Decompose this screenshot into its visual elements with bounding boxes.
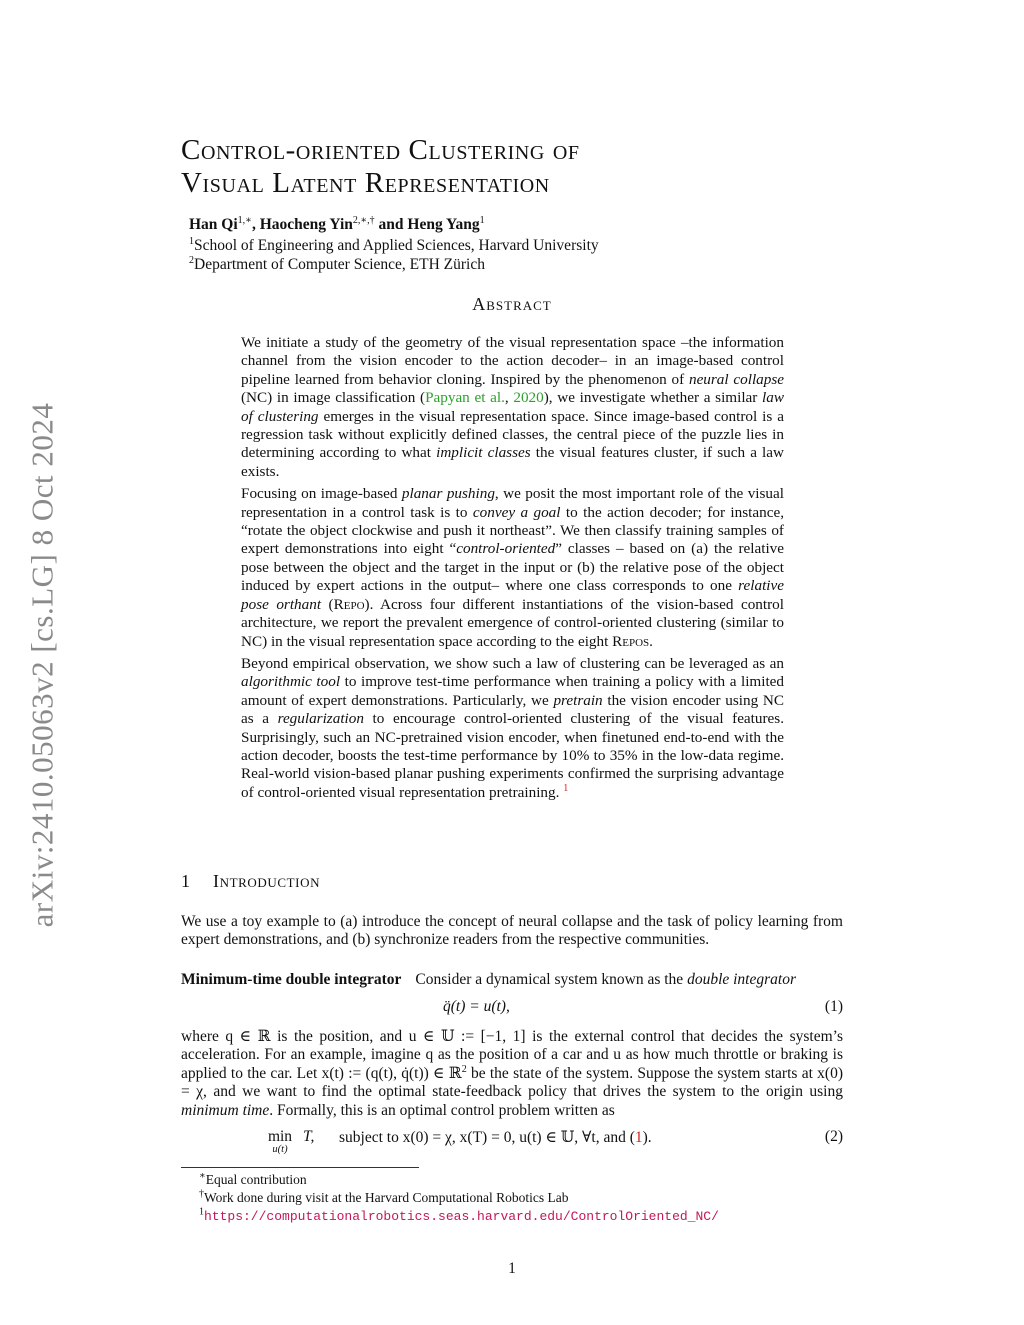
emphasis: convey a goal xyxy=(472,503,561,521)
abstract-paragraph-3 xyxy=(241,655,784,802)
affiliation-2 xyxy=(189,256,485,274)
arxiv-identifier: arXiv:2410.05063v2 [cs.LG] 8 Oct 2024 xyxy=(24,402,59,928)
small-caps-term: Repo xyxy=(333,595,365,613)
min-operator xyxy=(263,1128,297,1155)
affiliation-1 xyxy=(189,237,599,255)
constraint-text: subject to x(0) = χ, x(T) = 0, u(t) ∈ 𝕌, ∀t, and ( xyxy=(339,1129,635,1146)
operator-text: min xyxy=(267,1128,293,1145)
text: be the state of the system. Suppose the system starts at x(0) = χ, and we want to find the optimal state-feedback policy that drives the system to the origin using xyxy=(181,1064,843,1101)
equation-ref-link[interactable]: 1 xyxy=(634,1129,643,1146)
paper-title xyxy=(181,134,861,200)
text: , we posit the most important role of the visual representation in a control task is to xyxy=(241,485,784,521)
footnote-text: Work done during visit at the Harvard Computational Robotics Lab xyxy=(204,1190,569,1205)
abstract-heading: Abstract xyxy=(472,294,552,314)
small-caps-term: Repos xyxy=(612,632,650,650)
text: Consider a dynamical system known as the xyxy=(415,971,688,988)
affiliation-text: Department of Computer Science, ETH Zürich xyxy=(194,256,485,273)
footnote-text: Equal contribution xyxy=(205,1172,307,1187)
title-line-2: Visual Latent Representation xyxy=(181,167,550,199)
text: ( xyxy=(321,595,334,613)
author-separator: and xyxy=(378,216,404,233)
text: . xyxy=(649,632,653,650)
affiliation-mark: 1 xyxy=(189,235,194,247)
affiliation-text: School of Engineering and Applied Sciences, Harvard University xyxy=(194,237,599,254)
author-mark: 2,∗,† xyxy=(352,214,375,226)
abstract-body xyxy=(241,334,784,802)
emphasis: pretrain xyxy=(553,691,603,709)
emphasis: relative pose orthant xyxy=(241,577,784,613)
operator-subscript: u(t) xyxy=(272,1144,288,1155)
equation-number: (1) xyxy=(824,998,843,1015)
emphasis: minimum time xyxy=(181,1101,270,1119)
equation-2 xyxy=(181,1128,843,1162)
constraint-text: ). xyxy=(642,1129,652,1146)
emphasis: planar pushing xyxy=(401,485,495,503)
author-name: Haocheng Yin xyxy=(259,216,353,233)
footnote-mark: † xyxy=(199,1188,204,1200)
text: to improve test-time performance when training a policy with a limited amount of expert demonstrations. Particularly, we xyxy=(241,673,785,709)
emphasis: neural collapse xyxy=(688,370,785,388)
objective: T, xyxy=(303,1128,315,1145)
text: the visual features cluster, if such a law exists. xyxy=(241,444,784,480)
footnote-ref-link[interactable]: 1 xyxy=(563,782,569,794)
text: where q ∈ ℝ is the position, and u ∈ 𝕌 := [−1, 1] is the external control that decides the system’s acceleration. For an example, imagine q as the position of a car and u as how much throttle or braking is applied to the car. Let x(t) := (q(t), q̇(t)) ∈ ℝ xyxy=(181,1028,843,1082)
emphasis: regularization xyxy=(277,710,364,728)
section-title: Introduction xyxy=(213,871,321,891)
author-name: Heng Yang xyxy=(407,216,480,233)
constraints xyxy=(339,1128,652,1147)
footnote-3 xyxy=(199,1208,719,1224)
superscript: 2 xyxy=(461,1063,467,1075)
author-separator: , xyxy=(251,216,256,233)
text: We initiate a study of the geometry of the visual representation space –the information channel from the vision encoder to the action decoder– in an image-based control pipeline learned from behavior cloning. Inspired by the phenomenon of xyxy=(241,334,784,388)
abstract-paragraph-1 xyxy=(241,334,784,481)
emphasis: algorithmic tool xyxy=(241,673,341,691)
footnote-mark: ∗ xyxy=(199,1170,206,1182)
footnote-2 xyxy=(199,1190,568,1206)
footnote-mark: 1 xyxy=(199,1206,204,1218)
intro-paragraph-1: We use a toy example to (a) introduce the concept of neural collapse and the task of policy learning from expert demonstrations, and (b) synchronize readers from the respective communities. xyxy=(181,913,843,949)
author-list xyxy=(189,216,485,234)
intro-paragraph-2 xyxy=(181,971,843,989)
page-number: 1 xyxy=(508,1260,516,1277)
arxiv-identifier-sidebar xyxy=(20,365,64,965)
paragraph-heading: Minimum-time double integrator xyxy=(181,971,402,988)
text: . Formally, this is an optimal control problem written as xyxy=(269,1101,615,1119)
author-name: Han Qi xyxy=(189,216,238,233)
text: (NC) in image classification ( xyxy=(241,389,426,407)
author-mark: 1,∗ xyxy=(237,214,252,226)
text: emerges in the visual representation space. Since image-based control is a regression task without explicitly defined classes, the central piece of the puzzle lies in determining according to what xyxy=(241,407,784,462)
section-heading xyxy=(181,871,320,892)
equation-1 xyxy=(181,998,843,1018)
equation-number: (2) xyxy=(824,1128,843,1145)
section-number: 1 xyxy=(181,871,191,891)
text: ). Across four different instantiations of the vision-based control architecture, we report the prevalent emergence of control-oriented clustering (similar to NC) in the visual representation space according to the eight xyxy=(241,595,784,650)
footnote-1 xyxy=(199,1172,307,1188)
title-line-1: Control-oriented Clustering of xyxy=(181,134,580,166)
footnote-divider xyxy=(181,1167,419,1168)
intro-paragraph-3 xyxy=(181,1028,843,1120)
text: ” classes – based on (a) the relative pose between the object and the target in the input or (b) the relative pose of the object induced by expert actions in the output– where one class corresponds to one xyxy=(241,540,784,595)
emphasis: law of clustering xyxy=(241,389,784,425)
text: Beyond empirical observation, we show such a law of clustering can be leveraged as an xyxy=(241,654,784,672)
citation-author-link[interactable]: Papyan et al. xyxy=(425,389,505,407)
abstract-paragraph-2 xyxy=(241,485,784,651)
text: to the action decoder; for instance, “rotate the object clockwise and push it northeast”. We then classify training samples of expert demonstrations into eight “ xyxy=(241,503,784,558)
affiliation-mark: 2 xyxy=(189,254,194,266)
text: to encourage control-oriented clustering of the visual features. Surprisingly, such an NC-pretrained vision encoder, when finetuned end-to-end with the action decoder, boosts the test-time performance by 10% to 35% in the low-data regime. Real-world vision-based planar pushing experiments confirmed the surprising advantage of control-oriented visual representation pretraining. xyxy=(241,710,784,801)
text: ), we investigate whether a similar xyxy=(543,389,763,407)
emphasis: control-oriented xyxy=(456,540,556,558)
text: Focusing on image-based xyxy=(241,485,402,503)
text: the vision encoder using NC as a xyxy=(241,691,784,728)
emphasis: double integrator xyxy=(687,971,796,988)
emphasis: implicit classes xyxy=(436,444,531,462)
project-url-link[interactable]: https://computationalrobotics.seas.harvard.edu/ControlOriented_NC/ xyxy=(204,1209,719,1224)
equation-body: q̈(t) = u(t), xyxy=(443,998,510,1015)
text: , xyxy=(504,389,514,407)
citation-year-link[interactable]: 2020 xyxy=(513,389,544,407)
author-mark: 1 xyxy=(479,214,485,226)
